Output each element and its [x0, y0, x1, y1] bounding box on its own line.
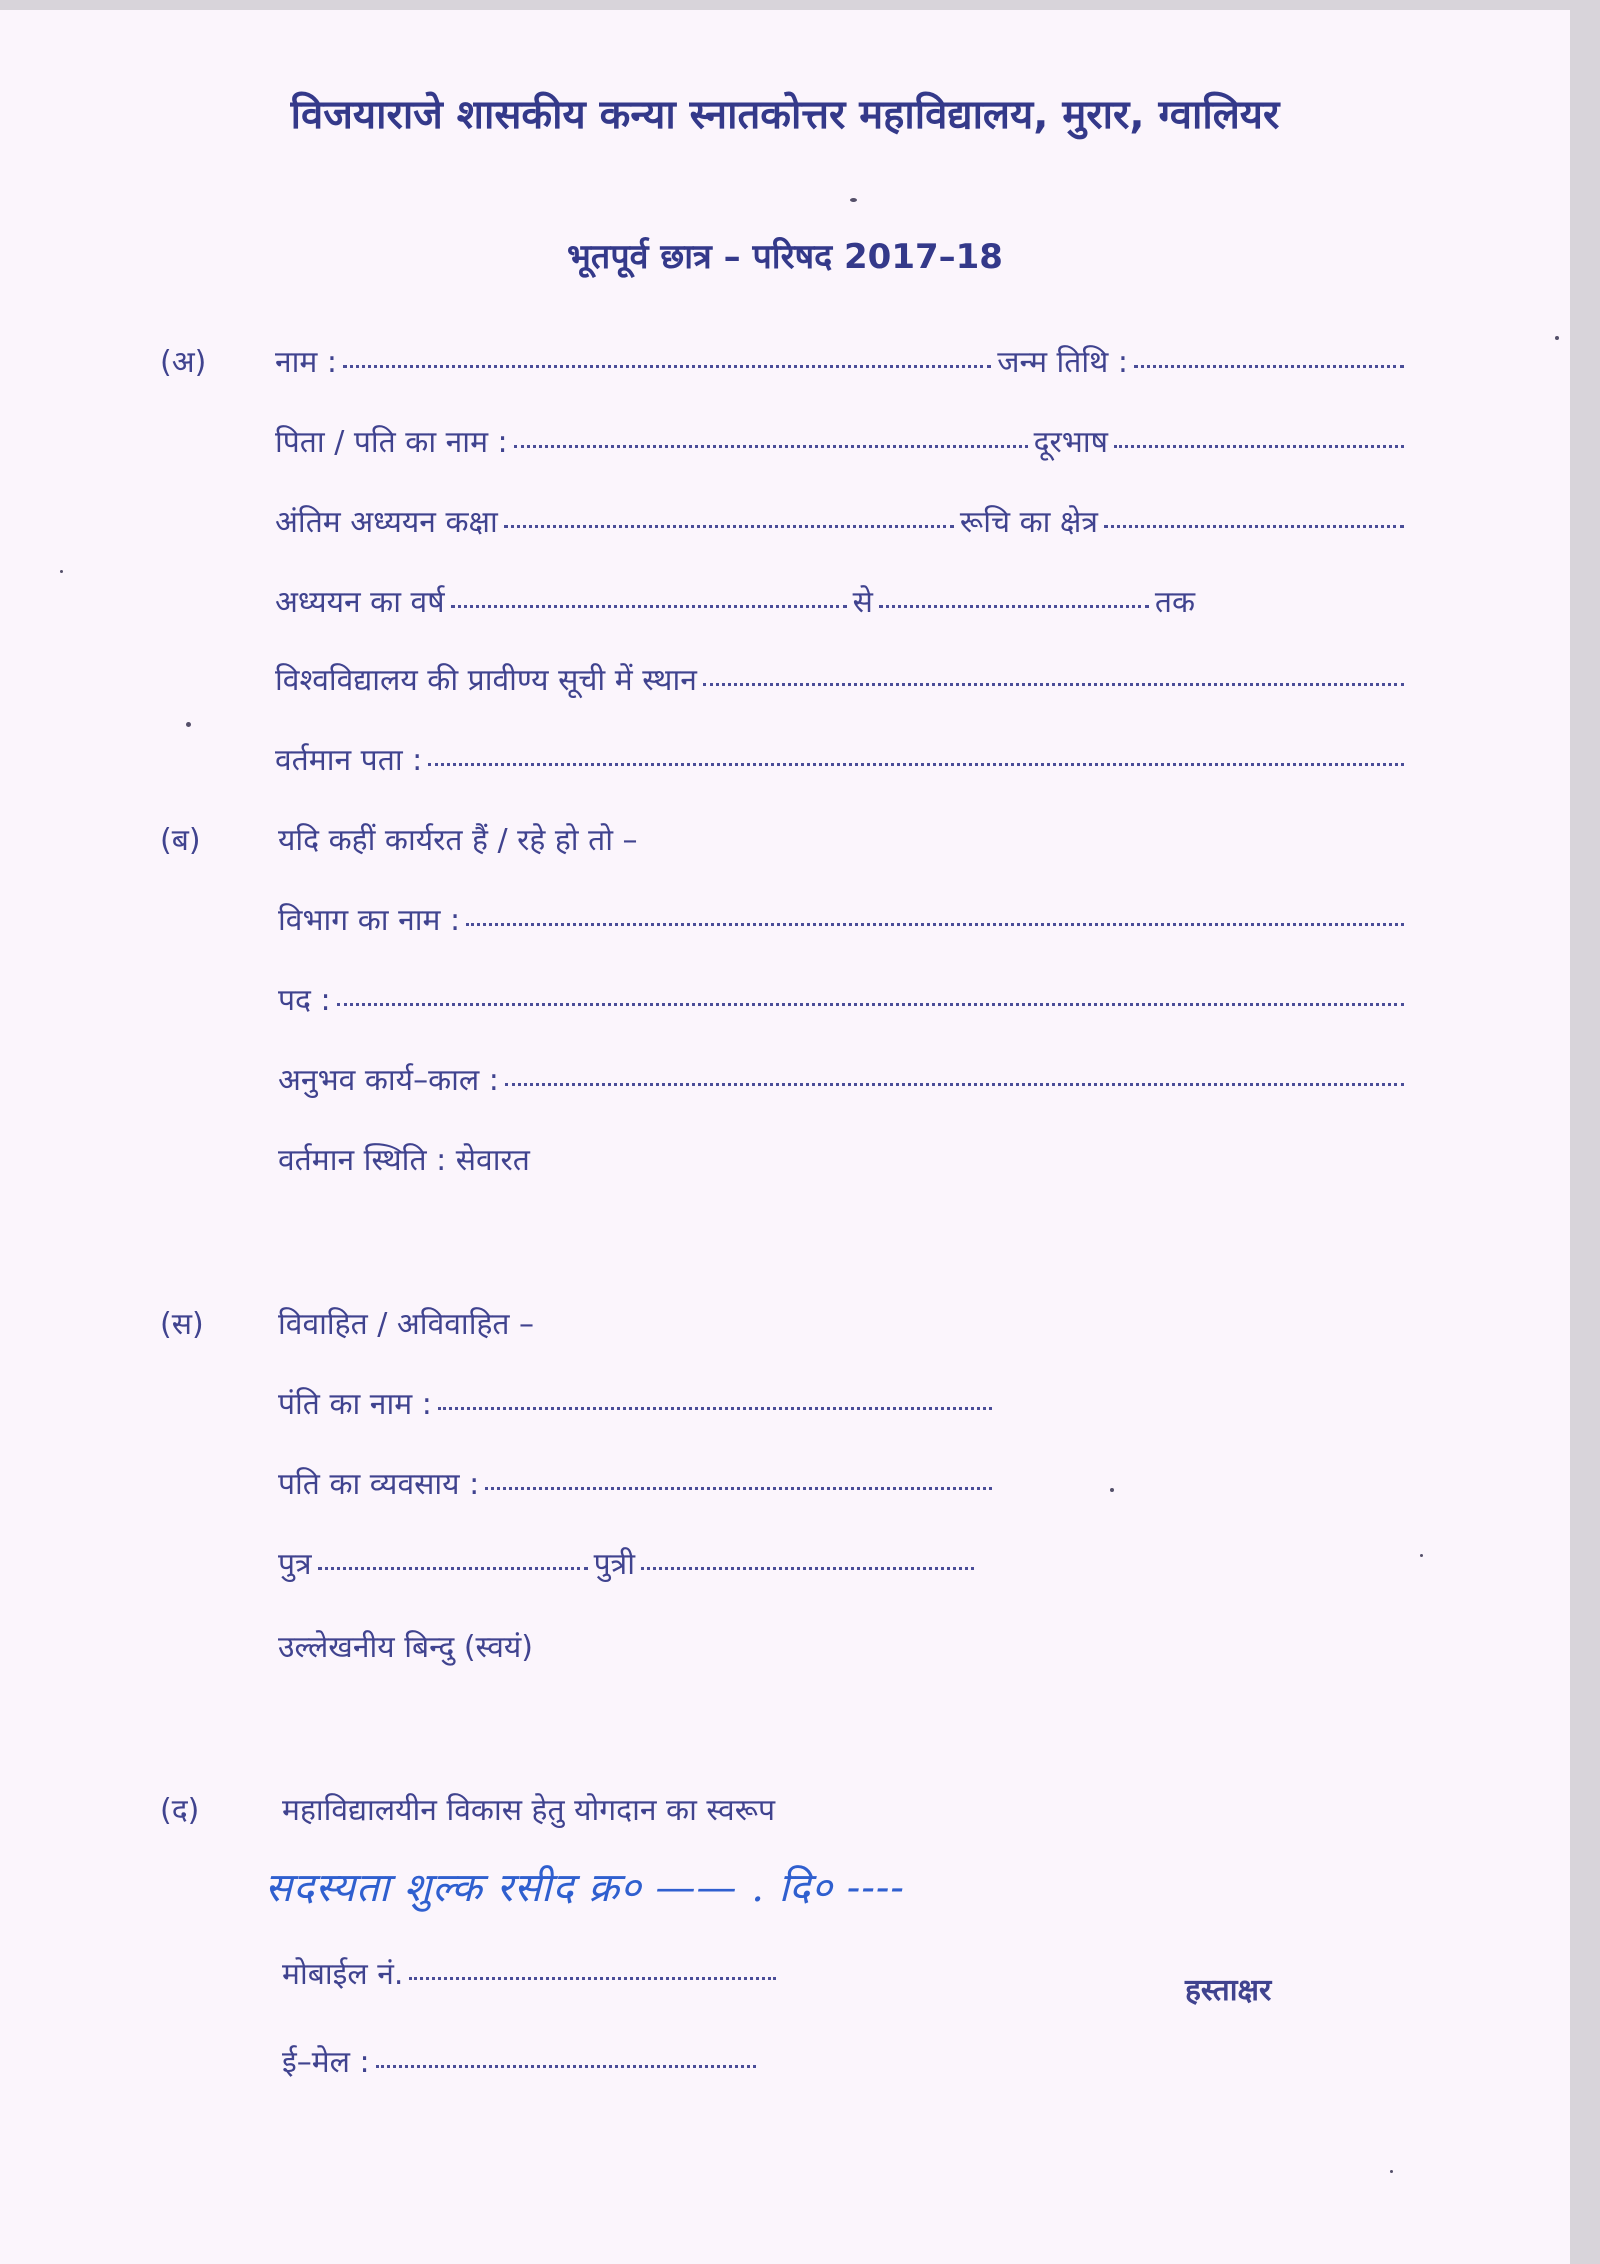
section-a-marker: (अ): [160, 345, 207, 380]
section-c-marker: (स): [160, 1307, 204, 1342]
email-field[interactable]: [376, 2065, 756, 2068]
form-title: भूतपूर्व छात्र – परिषद 2017–18: [567, 237, 1003, 277]
name-label: नाम :: [275, 345, 338, 380]
husband-job-row: [278, 1462, 998, 1503]
scan-speck: [1110, 1488, 1114, 1492]
employment-intro: [278, 818, 638, 859]
notable-row: [278, 1625, 533, 1666]
dob-field[interactable]: [1134, 365, 1404, 368]
post-label: पद :: [278, 983, 331, 1018]
son-field[interactable]: [318, 1567, 588, 1570]
name-field[interactable]: [343, 365, 991, 368]
husband-name-row: [278, 1382, 998, 1423]
experience-label: अनुभव कार्य–काल :: [278, 1063, 499, 1098]
interest-field[interactable]: [1104, 525, 1404, 528]
phone-field[interactable]: [1114, 445, 1404, 448]
daughter-field[interactable]: [641, 1567, 974, 1570]
department-row: [278, 898, 1410, 939]
phone-label: दूरभाष: [1033, 425, 1108, 460]
section-b-marker: (ब): [160, 823, 201, 858]
last-class-label: अंतिम अध्ययन कक्षा: [275, 505, 498, 540]
current-status-label: वर्तमान स्थिति : सेवारत: [278, 1143, 530, 1178]
parent-phone-row: [275, 420, 1410, 461]
address-label: वर्तमान पता :: [275, 743, 423, 778]
son-label: पुत्र: [278, 1547, 312, 1582]
mobile-field[interactable]: [409, 1977, 776, 1980]
email-row: [282, 2040, 762, 2081]
college-title: विजयाराजे शासकीय कन्या स्नातकोत्तर महाविद्यालय, मुरार, ग्वालियर: [290, 92, 1280, 138]
scan-speck: [1420, 1554, 1423, 1557]
scan-speck: [60, 570, 63, 573]
experience-row: [278, 1058, 1410, 1099]
name-dob-row: [275, 340, 1410, 381]
handwritten-receipt-note: सदस्यता शुल्क रसीद क्र० —— . दि० ----: [265, 1865, 905, 1911]
study-year-to-field[interactable]: [879, 605, 1149, 608]
address-field[interactable]: [428, 763, 1404, 766]
notable-points-label: उल्लेखनीय बिन्दु (स्वयं): [278, 1630, 534, 1665]
form-page: [0, 10, 1570, 2264]
study-year-from-field[interactable]: [451, 605, 847, 608]
dob-label: जन्म तिथि :: [997, 345, 1128, 380]
study-year-label: अध्ययन का वर्ष: [275, 585, 445, 620]
scan-speck: [186, 722, 191, 727]
husband-name-label: पंति का नाम :: [278, 1387, 432, 1422]
signature-label: हस्ताक्षर: [1185, 1973, 1272, 2008]
marital-row: [278, 1302, 534, 1343]
children-row: [278, 1542, 980, 1583]
scan-speck: [850, 198, 857, 202]
marital-status-label: विवाहित / अविवाहित –: [278, 1307, 535, 1342]
employment-intro-text: यदि कहीं कार्यरत हैं / रहे हो तो –: [278, 823, 638, 858]
status-row: [278, 1138, 530, 1179]
post-field[interactable]: [337, 1003, 1404, 1006]
husband-name-field[interactable]: [438, 1407, 992, 1410]
email-label: ई–मेल :: [282, 2045, 370, 2080]
parent-name-field[interactable]: [514, 445, 1028, 448]
husband-job-label: पति का व्यवसाय :: [278, 1467, 480, 1502]
interest-label: रूचि का क्षेत्र: [959, 505, 1098, 540]
post-row: [278, 978, 1410, 1019]
last-class-interest-row: [275, 500, 1410, 541]
department-label: विभाग का नाम :: [278, 903, 461, 938]
merit-row: [275, 658, 1410, 699]
study-year-row: [275, 580, 1195, 621]
department-field[interactable]: [466, 923, 1404, 926]
to-label: तक: [1154, 585, 1195, 620]
mobile-row: [282, 1952, 782, 1993]
parent-name-label: पिता / पति का नाम :: [275, 425, 508, 460]
contribution-label: महाविद्यालयीन विकास हेतु योगदान का स्वरूप: [282, 1793, 776, 1828]
address-row: [275, 738, 1410, 779]
merit-label: विश्वविद्यालय की प्रावीण्य सूची में स्थान: [275, 663, 697, 698]
husband-job-field[interactable]: [485, 1487, 992, 1490]
scan-speck: [1390, 2170, 1393, 2173]
last-class-field[interactable]: [504, 525, 954, 528]
experience-field[interactable]: [505, 1083, 1404, 1086]
merit-field[interactable]: [703, 683, 1404, 686]
section-d-marker: (द): [160, 1793, 200, 1828]
mobile-label: मोबाईल नं.: [282, 1957, 404, 1992]
contribution-row: [282, 1788, 775, 1829]
scan-speck: [1555, 336, 1559, 340]
daughter-label: पुत्री: [593, 1547, 635, 1582]
from-label: से: [852, 585, 873, 620]
